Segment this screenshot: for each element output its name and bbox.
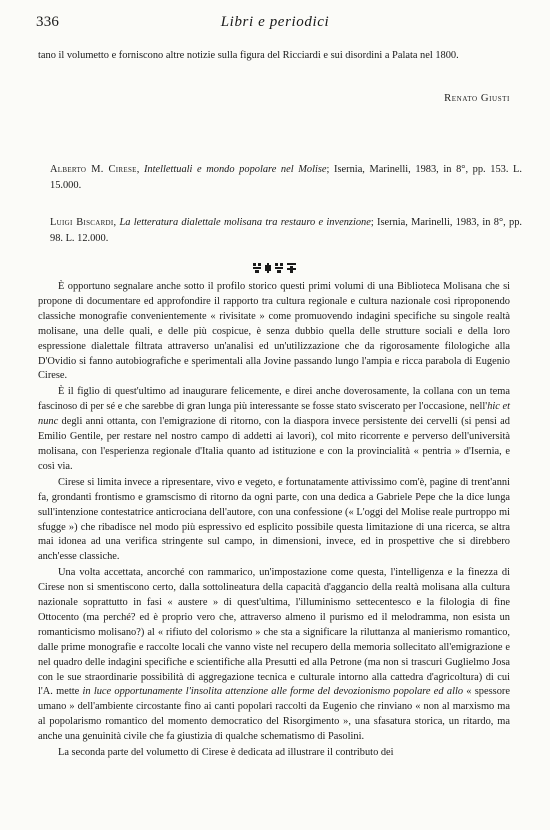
entry-title: Intellettuali e mondo popolare nel Molise bbox=[143, 164, 327, 175]
entry-author: Luigi Biscardi bbox=[50, 217, 114, 228]
intro-text: tano il volumetto e forniscono altre notizie sulla figura del Ricciardi e sui disordini a Palata nel 1800. bbox=[38, 50, 459, 61]
decorative-ornament-icon bbox=[251, 262, 299, 274]
running-title: Libri e periodici bbox=[220, 14, 330, 30]
body-paragraph bbox=[38, 566, 510, 745]
entry-title: La letteratura dialettale molisana tra restauro e invenzione bbox=[119, 217, 371, 228]
body-paragraph bbox=[38, 476, 510, 565]
intro-paragraph bbox=[38, 48, 510, 64]
paragraph-text: degli anni ottanta, con l'emigrazione di ritorno, con la diaspora invece persistente dei cervelli (si pensi ad Emilio Gentile, per restare nel nostro campo di addetti ai lavori), col mito ricorrente e perverso dell'università molisana, con l'esperienza regionale d'Italia quanto ad istituzione e con la provincialità « pentria » d'Isernia, e così via. bbox=[38, 416, 510, 472]
ornament-divider bbox=[0, 262, 550, 274]
paragraph-italic: in luce opportunamente l'insolita attenzione alle forme del devozionismo popolare ed allo bbox=[82, 686, 464, 698]
body-paragraph bbox=[38, 746, 510, 761]
paragraph-text: La seconda parte del volumetto di Cirese è dedicata ad illustrare il contributo dei bbox=[58, 747, 394, 759]
entry-author: Alberto M. Cirese bbox=[50, 164, 137, 175]
body-paragraph bbox=[38, 385, 510, 474]
review-signature: Renato Giusti bbox=[444, 93, 510, 104]
paragraph-text: Cirese si limita invece a ripresentare, vivo e vegeto, e fortunatamente attivissimo com'è, pagine di trent'anni fa, grondanti frontismo e gramscismo di ritorno da ogni parte, con una dedica a Gabriele Pepe che la dice lunga sull'intenzione contestatrice anticrociana dell'autore, con una confessione (« L'oggi del Molise reale purtroppo mi sfugge ») che ribadisce nel modo più espressivo ed esplicito possibile questa limitazione di una ricerca, se altra mai idonea ad una verifica stringente sul campo, in dimensioni, invece, ed in prospettive che si direbbero anch'esse classiche. bbox=[38, 476, 510, 563]
paragraph-text: Una volta accettata, ancorché con rammarico, un'impostazione come questa, l'intelligenza e la finezza di Cirese non si smentiscono certo, dalla sottolineatura della capacità d'aggancio della realtà molisana alla cultura nazionale soprattutto in fasi « austere » di quest'ultima, l'illuminismo settecentesco e la filologia di fine Ottocento (ma perché? ed è proprio vero che, attraverso almeno il purismo ed il melodramma, non esista un romanticismo molisano?) al « rifiuto del colorismo » che sta a significare la riluttanza al manierismo romantico, dalle prime monografie e raccolte locali che vanno viste nel recupero della memoria sollecitato all'emigrazione e nel quadro delle indagini specifiche e scientifiche alla Presutti ed alla Petrone (ma non si trascuri Guglielmo Josa con le sue straordinarie possibilità di aggregazione tecnica e culturale intorno alla cattedra d'agricoltura) di cui l'A. mette bbox=[38, 567, 510, 698]
review-body bbox=[38, 280, 510, 762]
body-paragraph bbox=[38, 280, 510, 384]
entry-details: ; Isernia, Marinelli, 1983, in 8°, pp. 98. L. 12.000. bbox=[50, 217, 522, 244]
paragraph-text: È il figlio di quest'ultimo ad inaugurare felicemente, e direi anche doverosamente, la collana con un tema fascinoso di per sé e che sarebbe di gran lunga più interessante se fosse stato sviscerato per l'occasione, nell' bbox=[38, 386, 510, 413]
entry-details: ; Isernia, Marinelli, 1983, in 8°, pp. 153. L. 15.000. bbox=[50, 164, 523, 191]
bibliography-entry: Luigi Biscardi, La letteratura dialettale molisana tra restauro e invenzione; Isernia, Marinelli, 1983, in 8°, pp. 98. L. 12.000. bbox=[50, 217, 522, 244]
paragraph-italic: hic et nunc bbox=[38, 401, 510, 428]
paragraph-text: È opportuno segnalare anche sotto il profilo storico questi primi volumi di una Biblioteca Molisana che si propone di documentare ed approfondire il rapporto tra cultura regionale e cultura nazionale così riproponendo classiche monografie convenientemente « rivisitate » come promuovendo indagini specifiche su singole realtà molisane, una delle quali, e delle più cospicue, è senza dubbio quella delle strutture sociali e della loro espressione dialettale filtrata attraverso un'analisi ed un'utilizzazione che da rigorosamente filologiche alla D'Ovidio si fanno autobiografiche e sperimentali alla Jovine passando lungo l'ampia e ricca parabola di Eugenio Cirese. bbox=[38, 281, 510, 382]
paragraph-text: « spessore umano » dell'ambiente circostante fino ai canti popolari raccolti da Eugenio che rinviano « non al marxismo ma al popolarismo romantico del momento democratico del Risorgimento », una sfasatura storica, un ritardo, ma anche una genuinità civile che fa giustizia di qualche schematismo di Pasolini. bbox=[38, 686, 510, 743]
page-number: 336 bbox=[36, 14, 60, 30]
bibliography-entry: Alberto M. Cirese, Intellettuali e mondo popolare nel Molise; Isernia, Marinelli, 1983, in 8°, pp. 153. L. 15.000. bbox=[50, 164, 523, 191]
